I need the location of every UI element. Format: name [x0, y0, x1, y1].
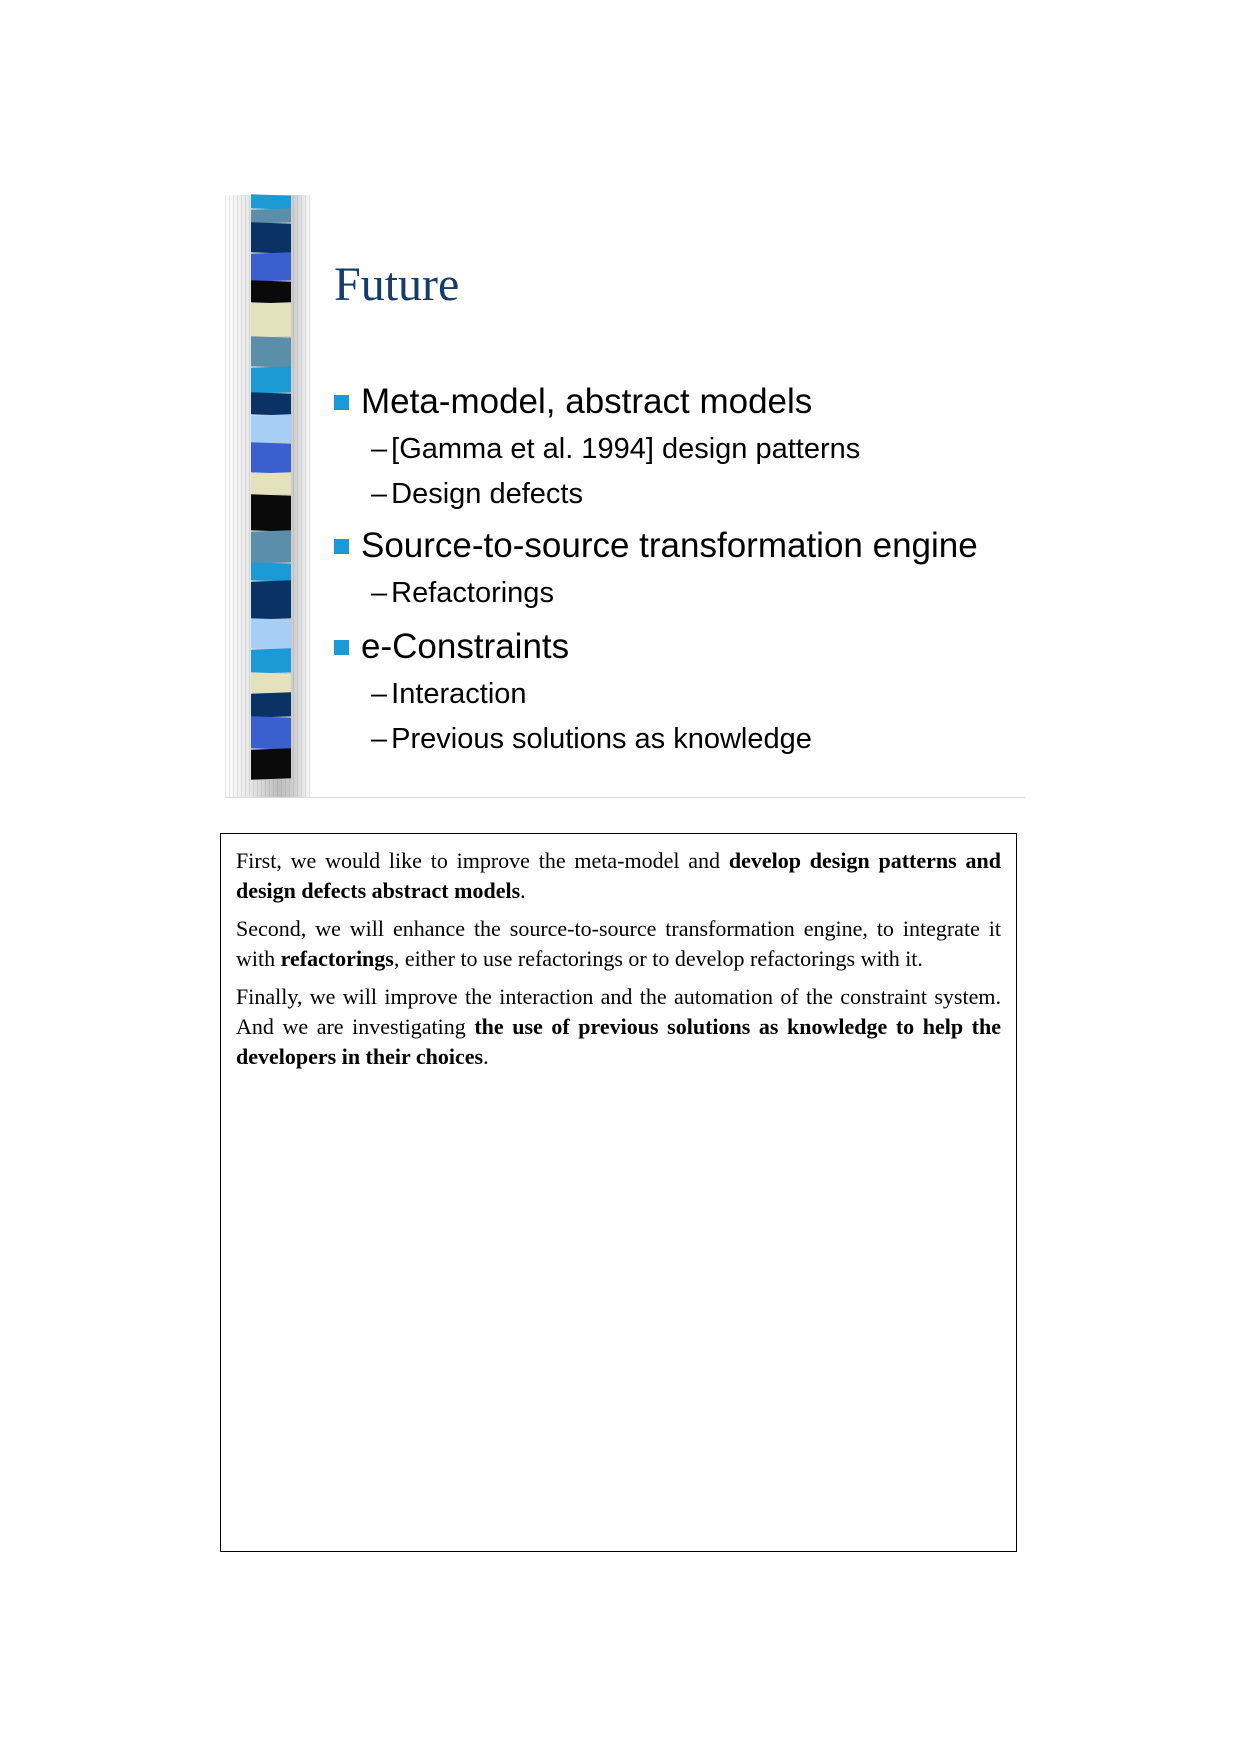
decorative-color-block [251, 336, 291, 367]
decorative-color-block [251, 648, 291, 673]
sub-bullet-text: Design defects [391, 478, 583, 510]
notes-bold-text: the use of previous solutions as knowledge to help the developers in their choices [236, 1014, 1001, 1069]
bullet-square-icon [334, 395, 349, 410]
sub-bullet-item [371, 571, 1024, 616]
decorative-color-block [251, 618, 291, 649]
decorative-color-block [251, 530, 291, 563]
sub-bullet-list [371, 571, 1024, 616]
decorative-color-block [251, 716, 291, 749]
sub-bullet-item [371, 472, 1024, 517]
decorative-color-block [251, 208, 291, 223]
notes-paragraph [236, 982, 1001, 1072]
bullet-square-icon [334, 539, 349, 554]
speaker-notes-box [220, 833, 1017, 1552]
sub-bullet-item [371, 427, 1024, 472]
bullet-text: e-Constraints [361, 627, 570, 666]
decorative-color-block [251, 280, 291, 303]
notes-bold-text: develop design patterns and design defects abstract models [236, 848, 1001, 903]
slide [225, 195, 1025, 798]
notes-text: . [520, 878, 526, 903]
bullet-item [334, 521, 1024, 616]
slide-title: Future [334, 258, 460, 311]
bullet-list [334, 377, 1024, 762]
notes-paragraph [236, 914, 1001, 974]
sub-bullet-text: Previous solutions as knowledge [391, 723, 812, 755]
decorative-color-block [251, 194, 291, 209]
decorative-color-block [251, 580, 291, 619]
notes-text: , either to use refactorings or to develop refactorings with it. [393, 946, 923, 971]
decorative-color-block [251, 442, 291, 473]
decorative-color-block [251, 672, 291, 693]
decorative-color-block [251, 414, 291, 443]
bullet-square-icon [334, 640, 349, 655]
dash-icon: – [371, 723, 388, 755]
decorative-color-block [251, 222, 291, 253]
bullet-text: Source-to-source transformation engine [361, 526, 978, 565]
decorative-color-block [251, 692, 291, 717]
bullet-item [334, 622, 1024, 762]
dash-icon: – [371, 433, 388, 465]
sub-bullet-list [371, 672, 1024, 762]
notes-text: Finally, we will improve the interaction and the automation of the constraint system. And we are investigating [236, 984, 1001, 1039]
sub-bullet-text: Interaction [391, 678, 527, 710]
decorative-color-block [251, 748, 291, 779]
sub-bullet-list [371, 427, 1024, 517]
decorative-color-block [251, 472, 291, 495]
notes-bold-text: refactorings [280, 946, 394, 971]
bullet-text: Meta-model, abstract models [361, 382, 813, 421]
slide-bottom-divider [225, 797, 1025, 798]
notes-text: First, we would like to improve the meta-model and [236, 848, 729, 873]
decorative-color-block [251, 366, 291, 393]
sub-bullet-text: [Gamma et al. 1994] design patterns [391, 433, 861, 465]
dash-icon: – [371, 678, 388, 710]
decorative-color-block [251, 252, 291, 281]
decorative-color-block [251, 562, 291, 581]
bullet-item [334, 377, 1024, 517]
sub-bullet-item [371, 672, 1024, 717]
decorative-color-block [251, 392, 291, 415]
notes-text: . [483, 1044, 489, 1069]
dash-icon: – [371, 577, 388, 609]
sub-bullet-item [371, 717, 1024, 762]
dash-icon: – [371, 478, 388, 510]
sub-bullet-text: Refactorings [391, 577, 554, 609]
decorative-color-stack [251, 195, 291, 798]
decorative-color-block [251, 302, 291, 337]
notes-text: Second, we will enhance the source-to-source transformation engine, to integrate it with [236, 916, 1001, 971]
notes-paragraph [236, 846, 1001, 906]
decorative-color-block [251, 494, 291, 531]
